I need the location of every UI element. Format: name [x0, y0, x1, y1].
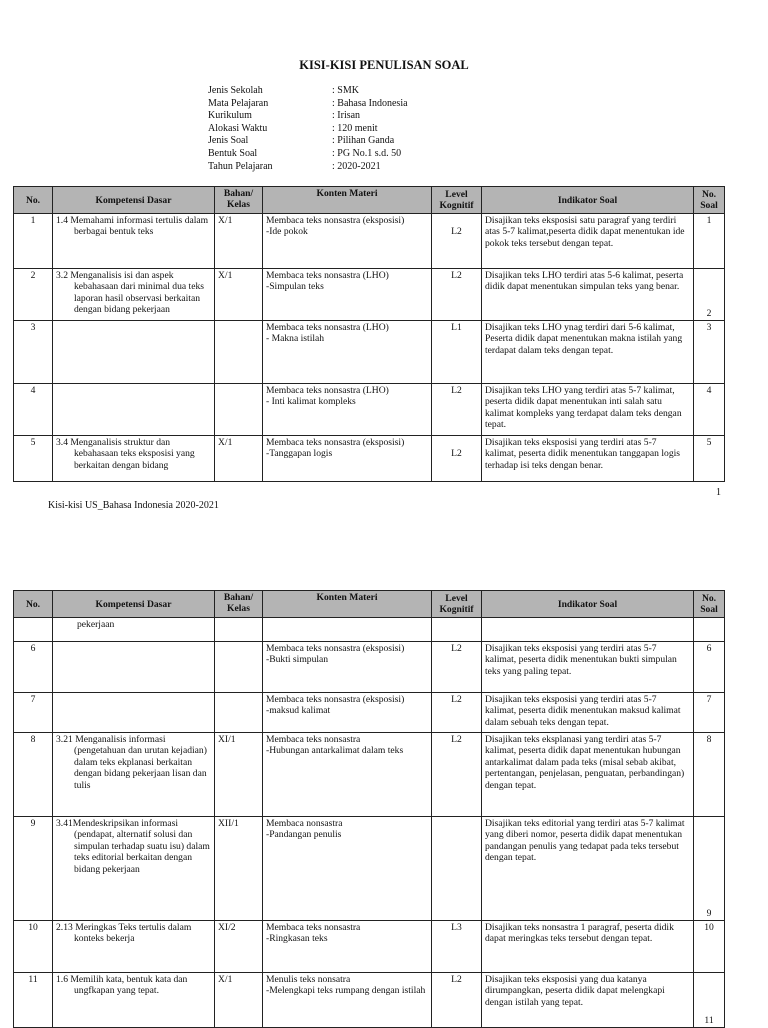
no-cell: 5: [14, 436, 53, 482]
no-soal-cell: 11: [694, 973, 725, 1028]
document-title: KISI-KISI PENULISAN SOAL: [299, 58, 469, 72]
indikator-soal-cell: Disajikan teks eksposisi satu paragraf yang terdiri atas 5-7 kalimat,peserta didik dapat menentukan ide pokok teks tersebut dengan tepat.: [482, 214, 694, 269]
table-row: [14, 973, 725, 1028]
no-soal-cell: 10: [694, 921, 725, 973]
meta-value: : PG No.1 s.d. 50: [332, 147, 402, 159]
konten-materi-cell: Membaca teks nonsastra -Hubungan antarkalimat dalam teks: [263, 733, 432, 817]
no-cell: 10: [14, 921, 53, 973]
bahan-kelas-cell: X/1: [215, 269, 263, 321]
konten-materi-cell: Membaca teks nonsastra (eksposisi) -maksud kalimat: [263, 693, 432, 733]
indikator-soal-cell: Disajikan teks nonsastra 1 paragraf, peserta didik dapat meringkas teks tersebut dengan tepat.: [482, 921, 694, 973]
no-cell: 11: [14, 973, 53, 1028]
header-no-soal: No. Soal: [694, 591, 725, 618]
meta-row: [208, 85, 408, 98]
table-body: [14, 618, 725, 1028]
page-footer: Kisi-kisi US_Bahasa Indonesia 2020-2021: [48, 500, 219, 511]
no-cell: 9: [14, 817, 53, 921]
table-row: [14, 733, 725, 817]
indikator-soal-cell: Disajikan teks eksposisi yang dua katanya dirumpangkan, peserta didik dapat melengkapi dengan istilah yang tepat.: [482, 973, 694, 1028]
table-row: [14, 817, 725, 921]
meta-label: Alokasi Waktu: [208, 122, 268, 134]
document-meta: [208, 85, 408, 173]
konten-materi-cell: Membaca teks nonsastra (eksposisi) -Ide pokok: [263, 214, 432, 269]
kompetensi-dasar-cell: [53, 321, 215, 384]
bahan-kelas-cell: X/1: [215, 214, 263, 269]
indikator-soal-cell: Disajikan teks LHO ynag terdiri dari 5-6 kalimat, Peserta didik dapat menentukan makna istilah yang terdapat dalam teks dengan tepat.: [482, 321, 694, 384]
table-row: [14, 436, 725, 482]
konten-materi-cell: Membaca teks nonsastra (eksposisi) -Bukti simpulan: [263, 642, 432, 693]
meta-row: [208, 161, 408, 174]
kompetensi-dasar-cell: 1.4 Memahami informasi tertulis dalam berbagai bentuk teks: [53, 214, 215, 269]
konten-materi-cell: [263, 618, 432, 642]
header-konten-materi: Konten Materi: [263, 187, 432, 214]
meta-label: Tahun Pelajaran: [208, 160, 273, 172]
level-kognitif-cell: L2: [432, 214, 482, 269]
table-header-row: [14, 591, 725, 618]
kompetensi-dasar-cell: 3.21 Menganalisis informasi (pengetahuan dan urutan kejadian) dalam teks ekplanasi berkaitan dengan bidang pekerjaan lisan dan tulis: [53, 733, 215, 817]
bahan-kelas-cell: [215, 384, 263, 436]
page-number: 1: [716, 487, 721, 498]
no-soal-cell: 3: [694, 321, 725, 384]
konten-materi-cell: Membaca teks nonsastra (LHO) -Simpulan teks: [263, 269, 432, 321]
konten-materi-cell: Membaca teks nonsastra -Ringkasan teks: [263, 921, 432, 973]
meta-row: [208, 135, 408, 148]
header-bahan-kelas: Bahan/ Kelas: [215, 187, 263, 214]
no-soal-cell: 9: [694, 817, 725, 921]
header-level-kognitif: Level Kognitif: [432, 187, 482, 214]
level-kognitif-cell: L2: [432, 384, 482, 436]
kisi-table-page-2: [13, 590, 725, 1028]
bahan-kelas-cell: X/1: [215, 436, 263, 482]
meta-row: [208, 123, 408, 136]
meta-label: Mata Pelajaran: [208, 97, 269, 109]
header-no-soal: No. Soal: [694, 187, 725, 214]
indikator-soal-cell: Disajikan teks LHO yang terdiri atas 5-7 kalimat, peserta didik dapat menentukan inti salah satu kalimat kompleks yang terdapat dalam teks dengan tepat.: [482, 384, 694, 436]
kompetensi-dasar-cell: [53, 642, 215, 693]
header-kompetensi-dasar: Kompetensi Dasar: [53, 591, 215, 618]
indikator-soal-cell: Disajikan teks eksposisi yang terdiri atas 5-7 kalimat, peserta didik menentukan maksud kalimat dalam sebuah teks dengan tepat.: [482, 693, 694, 733]
indikator-soal-cell: Disajikan teks eksposisi yang terdiri atas 5-7 kalimat, peserta didik menentukan bukti simpulan teks yang paling tepat.: [482, 642, 694, 693]
table-row: [14, 214, 725, 269]
table-row: [14, 693, 725, 733]
meta-value: : Pilihan Ganda: [332, 135, 395, 147]
header-kompetensi-dasar: Kompetensi Dasar: [53, 187, 215, 214]
level-kognitif-cell: [432, 618, 482, 642]
meta-value: : Irisan: [332, 110, 361, 122]
meta-row: [208, 110, 408, 123]
indikator-soal-cell: Disajikan teks editorial yang terdiri atas 5-7 kalimat yang diberi nomor, peserta didik dapat menentukan pandangan penulis yang tedapat pada teks tersebut dengan tepat.: [482, 817, 694, 921]
konten-materi-cell: Membaca teks nonsastra (LHO) - Makna istilah: [263, 321, 432, 384]
no-soal-cell: 4: [694, 384, 725, 436]
table-body: [14, 214, 725, 482]
meta-value: : SMK: [332, 85, 359, 96]
level-kognitif-cell: [432, 817, 482, 921]
kompetensi-dasar-cell: 2.13 Meringkas Teks tertulis dalam konteks bekerja: [53, 921, 215, 973]
table-row: [14, 321, 725, 384]
bahan-kelas-cell: [215, 321, 263, 384]
kompetensi-dasar-cell: 3.41Mendeskripsikan informasi (pendapat, alternatif solusi dan simpulan terhadap suatu isu) dalam teks editorial berkaitan dengan bidang pekerjaan: [53, 817, 215, 921]
kompetensi-dasar-cell: 1.6 Memilih kata, bentuk kata dan ungfkapan yang tepat.: [53, 973, 215, 1028]
header-indikator-soal: Indikator Soal: [482, 187, 694, 214]
header-bahan-kelas: Bahan/ Kelas: [215, 591, 263, 618]
header-no: No.: [14, 591, 53, 618]
no-cell: 7: [14, 693, 53, 733]
no-soal-cell: 5: [694, 436, 725, 482]
meta-label: Jenis Soal: [208, 135, 249, 147]
indikator-soal-cell: Disajikan teks eksplanasi yang terdiri atas 5-7 kalimat, peserta didik dapat menentukan hubungan antarkalimat dalam pada teks (misal sebab akibat, pertentangan, penjelasan, penguatan, perbandingan) dengan tepat.: [482, 733, 694, 817]
no-soal-cell: [694, 618, 725, 642]
no-cell: 3: [14, 321, 53, 384]
indikator-soal-cell: Disajikan teks eksposisi yang terdiri atas 5-7 kalimat, peserta didik menentukan tanggapan logis terhadap isi teks dengan benar.: [482, 436, 694, 482]
no-cell: [14, 618, 53, 642]
no-soal-cell: 8: [694, 733, 725, 817]
kompetensi-dasar-cell: pekerjaan: [53, 618, 215, 642]
no-soal-cell: 2: [694, 269, 725, 321]
table-row: [14, 384, 725, 436]
level-kognitif-cell: L2: [432, 693, 482, 733]
kompetensi-dasar-cell: 3.4 Menganalisis struktur dan kebahasaan teks eksposisi yang berkaitan dengan bidang: [53, 436, 215, 482]
bahan-kelas-cell: [215, 618, 263, 642]
header-konten-materi: Konten Materi: [263, 591, 432, 618]
meta-value: : 120 menit: [332, 122, 378, 134]
bahan-kelas-cell: [215, 693, 263, 733]
header-level-kognitif: Level Kognitif: [432, 591, 482, 618]
konten-materi-cell: Membaca teks nonsastra (eksposisi) -Tanggapan logis: [263, 436, 432, 482]
konten-materi-cell: Membaca teks nonsastra (LHO) - Inti kalimat kompleks: [263, 384, 432, 436]
kisi-table-page-1: [13, 186, 725, 482]
no-soal-cell: 1: [694, 214, 725, 269]
bahan-kelas-cell: XII/1: [215, 817, 263, 921]
level-kognitif-cell: L1: [432, 321, 482, 384]
no-cell: 8: [14, 733, 53, 817]
bahan-kelas-cell: [215, 642, 263, 693]
table-row: [14, 642, 725, 693]
kompetensi-dasar-cell: [53, 693, 215, 733]
table-header-row: [14, 187, 725, 214]
meta-row: [208, 98, 408, 111]
bahan-kelas-cell: XI/1: [215, 733, 263, 817]
no-soal-cell: 6: [694, 642, 725, 693]
meta-label: Bentuk Soal: [208, 147, 258, 159]
meta-row: [208, 148, 408, 161]
level-kognitif-cell: L2: [432, 973, 482, 1028]
level-kognitif-cell: L2: [432, 436, 482, 482]
header-no: No.: [14, 187, 53, 214]
table-row: [14, 921, 725, 973]
meta-value: : Bahasa Indonesia: [332, 97, 408, 109]
level-kognitif-cell: L2: [432, 733, 482, 817]
level-kognitif-cell: L2: [432, 269, 482, 321]
level-kognitif-cell: L2: [432, 642, 482, 693]
meta-label: Jenis Sekolah: [208, 85, 263, 96]
level-kognitif-cell: L3: [432, 921, 482, 973]
table-row: [14, 618, 725, 642]
no-cell: 6: [14, 642, 53, 693]
no-soal-cell: 7: [694, 693, 725, 733]
table-row: [14, 269, 725, 321]
bahan-kelas-cell: XI/2: [215, 921, 263, 973]
indikator-soal-cell: [482, 618, 694, 642]
no-cell: 4: [14, 384, 53, 436]
kompetensi-dasar-cell: [53, 384, 215, 436]
indikator-soal-cell: Disajikan teks LHO terdiri atas 5-6 kalimat, peserta didik dapat menentukan simpulan teks yang benar.: [482, 269, 694, 321]
konten-materi-cell: Membaca nonsastra -Pandangan penulis: [263, 817, 432, 921]
konten-materi-cell: Menulis teks nonsatra -Melengkapi teks rumpang dengan istilah: [263, 973, 432, 1028]
no-cell: 2: [14, 269, 53, 321]
kompetensi-dasar-cell: 3.2 Menganalisis isi dan aspek kebahasaan dari minimal dua teks laporan hasil observasi berkaitan dengan bidang pekerjaan: [53, 269, 215, 321]
header-indikator-soal: Indikator Soal: [482, 591, 694, 618]
bahan-kelas-cell: X/1: [215, 973, 263, 1028]
meta-label: Kurikulum: [208, 110, 252, 122]
no-cell: 1: [14, 214, 53, 269]
meta-value: : 2020-2021: [332, 160, 381, 172]
